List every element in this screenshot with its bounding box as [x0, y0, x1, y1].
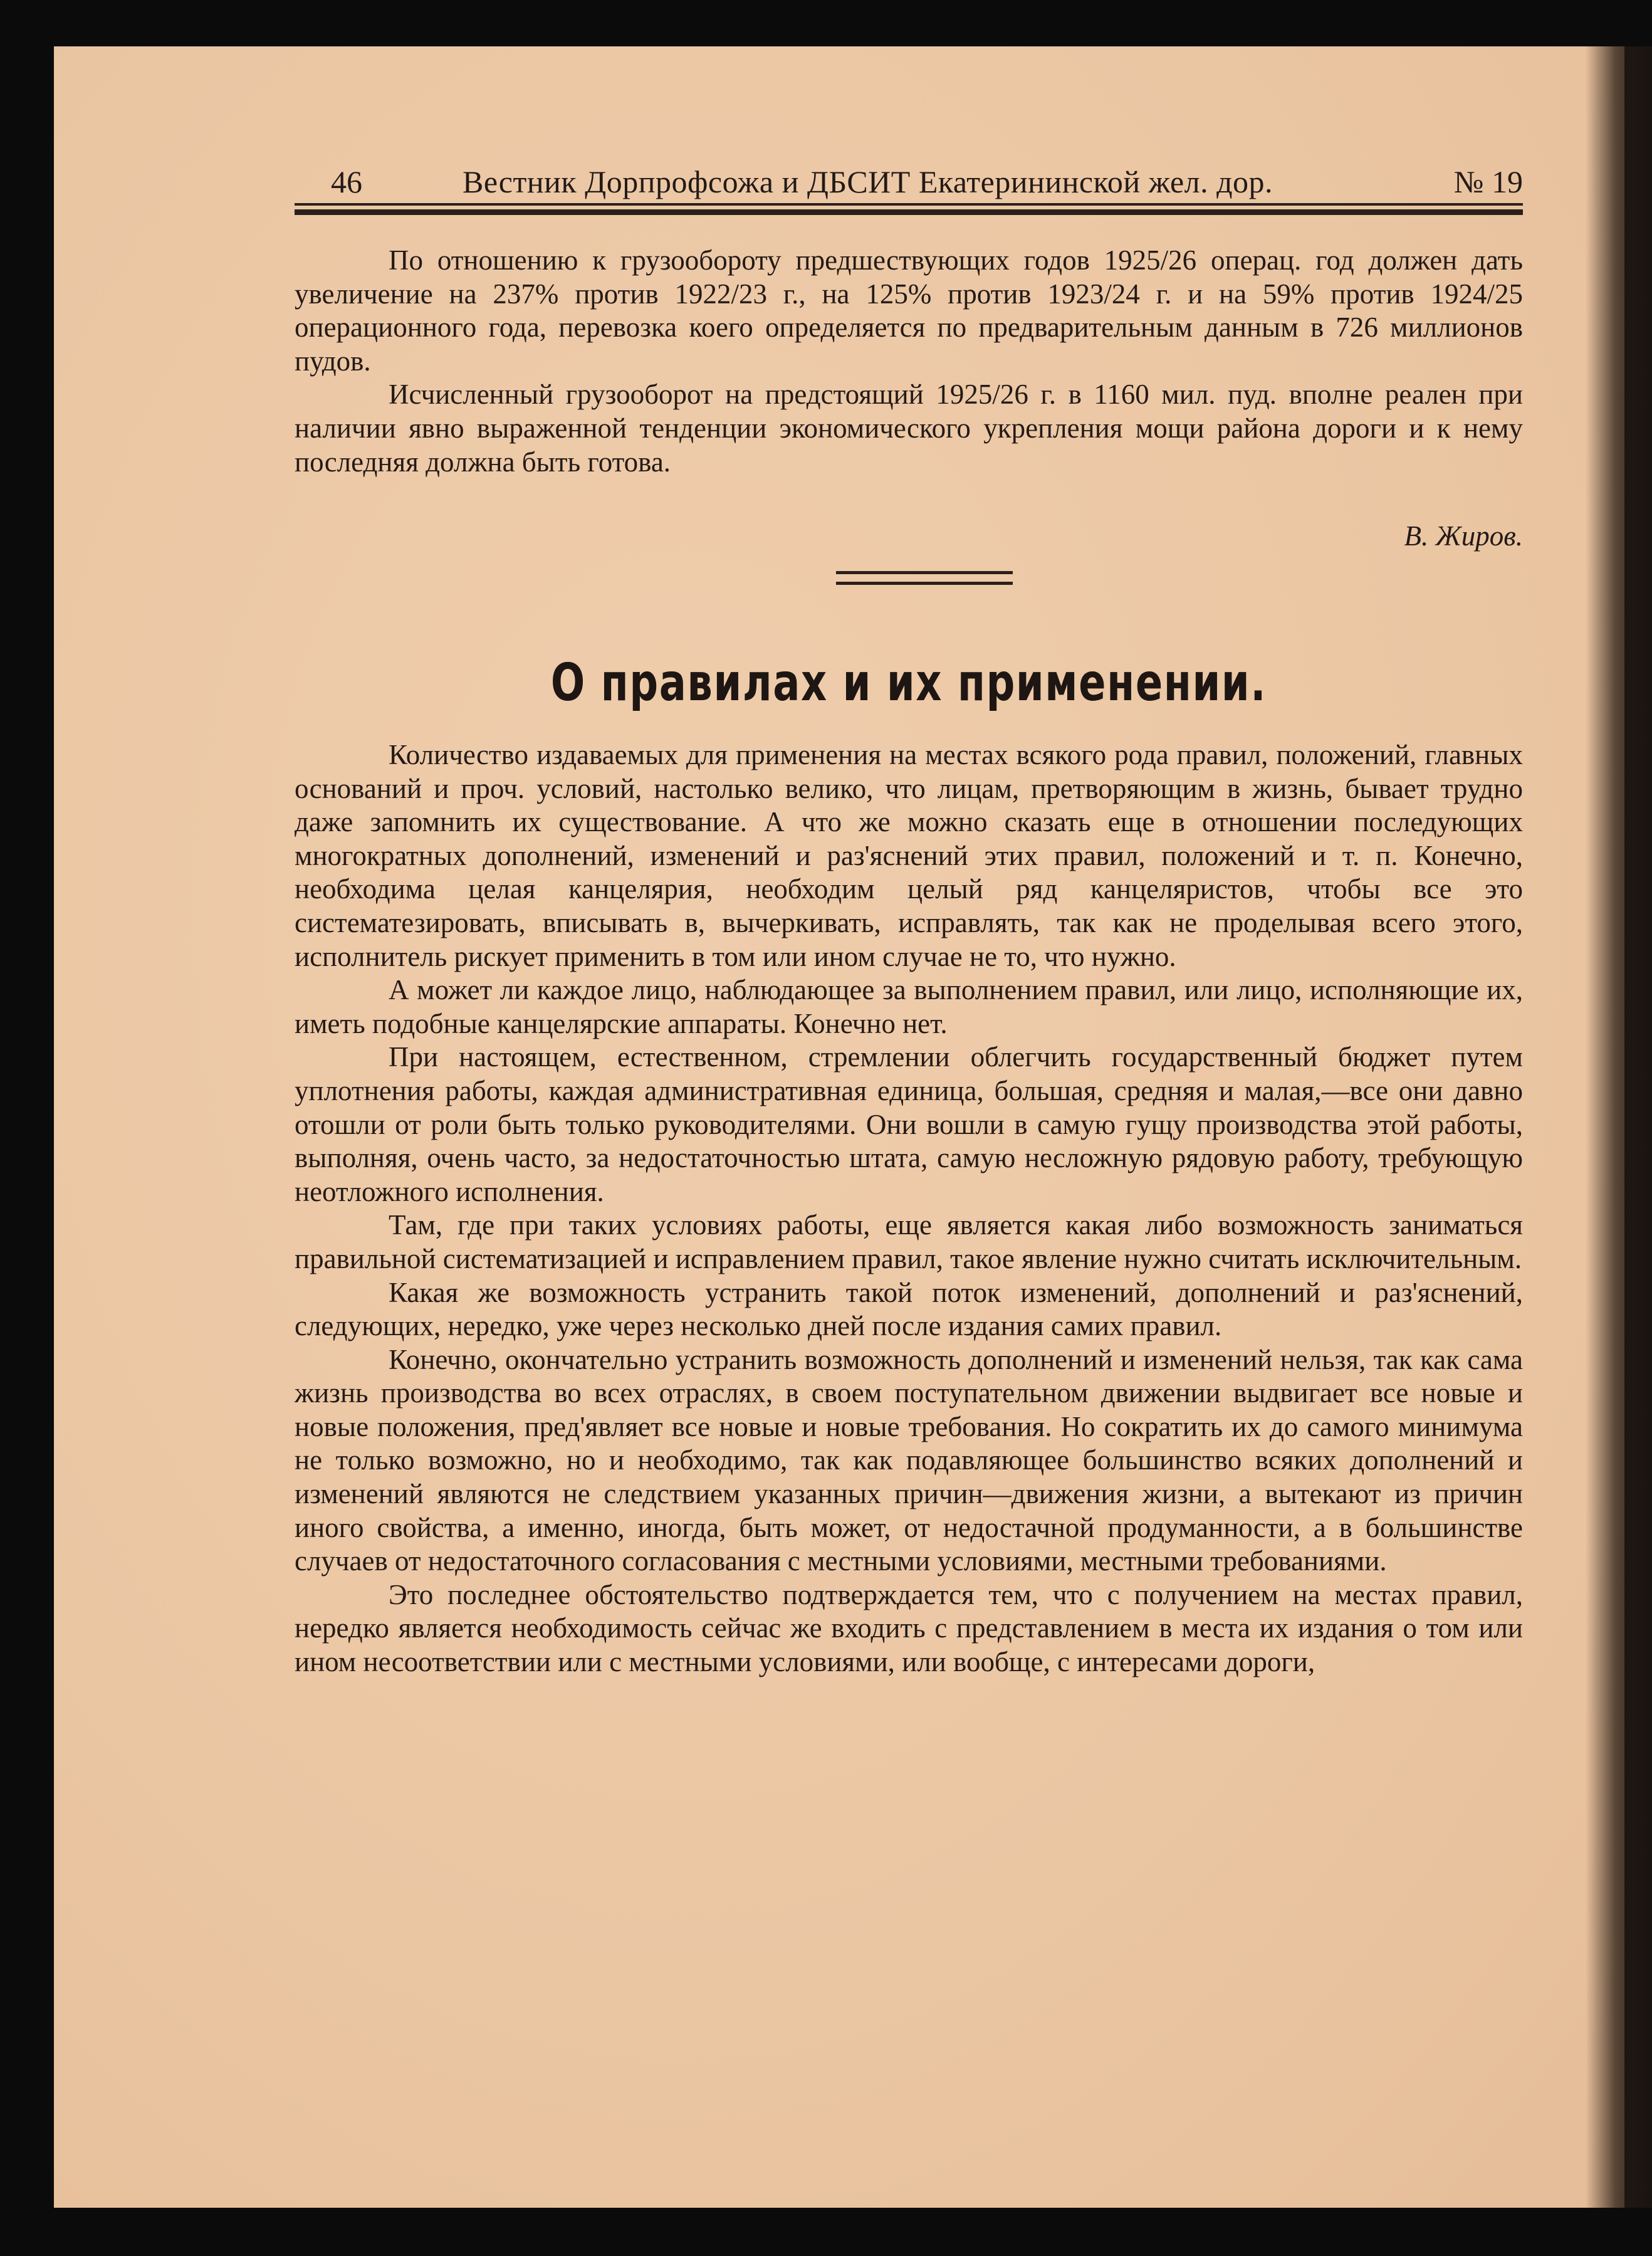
paragraph: Количество издаваемых для применения на местах всякого рода правил, положений, главных оснований и проч. условий, настолько велико, что лицам, претворяющим в жизнь, бывает трудно даже запомнить их существование. А что же можно сказать еще в отношении последующих многократных дополнений, изменений и раз'яснений этих правил, положений и т. п. Конечно, необходима целая канцелярия, необходим целый ряд канцеляристов, чтобы все это систематезировать, вписывать в, вычеркивать, исправлять, так как не проделывая всего этого, исполнитель рискует применить в том или ином случае не то, что нужно. [295, 739, 1523, 972]
previous-article-ending [295, 244, 1523, 552]
paragraph: Там, где при таких условиях работы, еще является какая либо возможность заниматься правильной систематизацией и исправлением правил, такое явление нужно считать исключительным. [295, 1209, 1523, 1274]
page-number: 46 [331, 164, 362, 199]
paragraph: Исчисленный грузооборот на предстоящий 1925/26 г. в 1160 мил. пуд. вполне реален при наличии явно выраженной тенденции экономического укрепления мощи района дороги и к нему последняя должна быть готова. [295, 379, 1523, 478]
paragraph: А может ли каждое лицо, наблюдающее за выполнением правил, или лицо, исполняющие их, иметь подобные канцелярские аппараты. Конечно нет. [295, 974, 1523, 1039]
running-header [295, 160, 1523, 204]
paragraph: Конечно, окончательно устранить возможность дополнений и изменений нельзя, так как сама жизнь производства во всех отраслях, в своем поступательном движении выдвигает все новые и новые положения, пред'являет все новые и новые требования. Но сократить их до самого минимума не только возможно, но и необходимо, так как подавляющее большинство всяких дополнений и изменений являются не следствием указанных причин—движения жизни, а вытекают из причин иного свойства, а именно, иногда, быть может, от недостачной продуманности, а в большинстве случаев от недостаточного согласования с местными условиями, местными требованиями. [295, 1343, 1523, 1577]
issue-number: № 19 [1453, 164, 1523, 199]
binding-shadow [1586, 46, 1652, 2208]
paragraph: Какая же возможность устранить такой поток изменений, дополнений и раз'яснений, следующих, нередко, уже через несколько дней после издания самих правил. [295, 1276, 1523, 1342]
author-signature: В. Жиров. [1404, 520, 1523, 552]
article-body [295, 738, 1523, 1679]
section-divider-line [836, 571, 1013, 574]
article-title: О правилах и их применении. [550, 653, 1267, 713]
paragraph: По отношению к грузообороту предшествующих годов 1925/26 операц. год должен дать увеличение на 237% против 1922/23 г., на 125% против 1923/24 г. и на 59% против 1924/25 операционного года, перевозка коего определяется по предварительным данным в 726 миллионов пудов. [295, 244, 1523, 377]
section-divider-line [836, 582, 1013, 585]
paragraph: При настоящем, естественном, стремлении облегчить государственный бюджет путем уплотнения работы, каждая административная единица, большая, средняя и малая,—все они давно отошли от роли быть только руководителями. Они вошли в самую гущу производства этой работы, выполняя, очень часто, за недостаточностью штата, самую несложную рядовую работу, требующую неотложного исполнения. [295, 1041, 1523, 1207]
running-title: Вестник Дорпрофсожа и ДБСИТ Екатерининской жел. дор. [463, 164, 1273, 199]
header-rule-thin [295, 203, 1523, 206]
paragraph: Это последнее обстоятельство подтверждается тем, что с получением на местах правил, нередко является необходимость сейчас же входить с представлением в места их издания о том или ином несоответствии или с местными условиями, или вообще, с интересами дороги, [295, 1578, 1523, 1678]
header-rule-thick [295, 209, 1523, 215]
